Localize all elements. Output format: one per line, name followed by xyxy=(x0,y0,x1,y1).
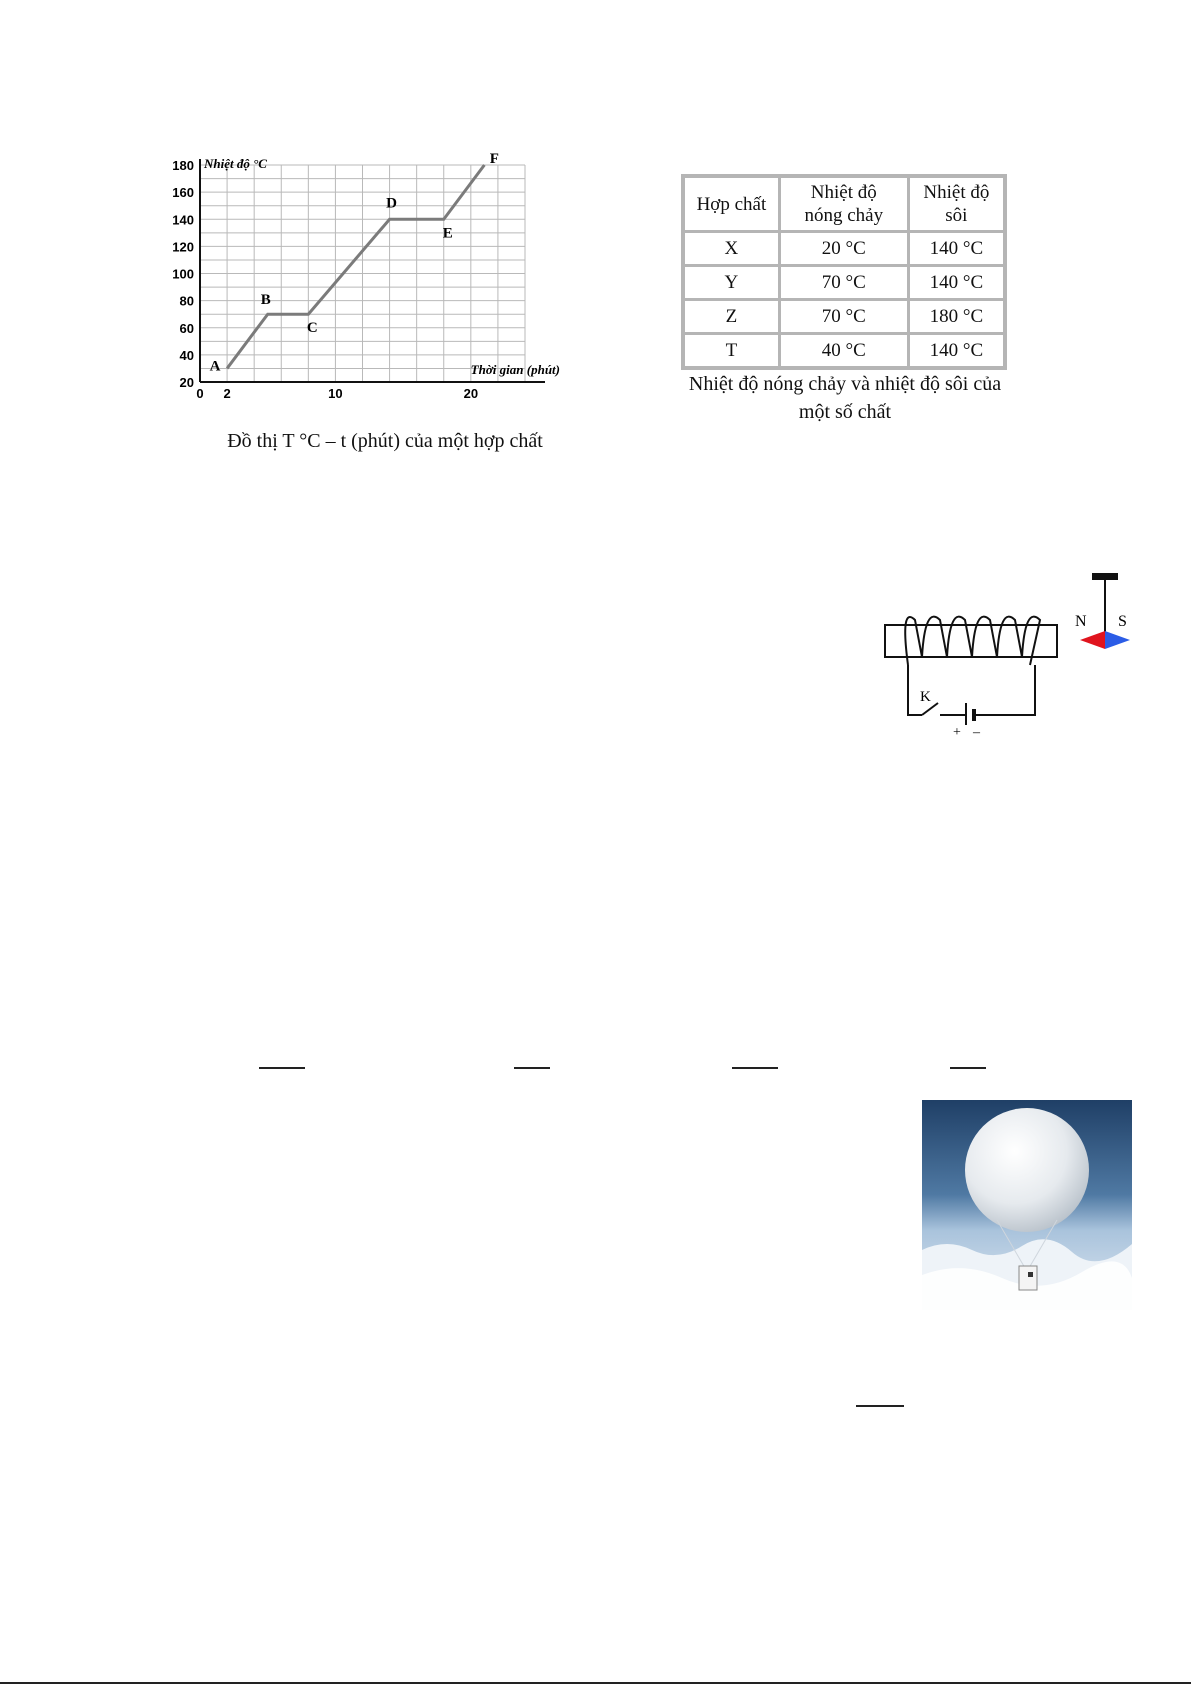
needle-south-half xyxy=(1105,631,1130,649)
table-row xyxy=(683,232,1005,266)
point-label: C xyxy=(306,320,318,337)
melting-cell: 70 °C xyxy=(779,266,908,300)
battery-minus-label: – xyxy=(973,725,980,740)
y-tick-label: 20 xyxy=(179,375,194,390)
compound-cell: X xyxy=(683,232,779,266)
boiling-cell: 140 °C xyxy=(908,334,1005,369)
point-label: B xyxy=(260,292,271,309)
point-label: F xyxy=(489,151,499,167)
y-tick-label: 40 xyxy=(179,347,194,363)
solenoid-diagram xyxy=(870,565,1140,740)
point-label: A xyxy=(209,358,221,375)
table-caption-line1: Nhiệt độ nóng chảy và nhiệt độ sôi của xyxy=(688,373,1002,395)
balloon-payload xyxy=(1019,1266,1037,1290)
table-header-compound: Hợp chất xyxy=(683,176,779,232)
boiling-header-text: Nhiệt độ sôi xyxy=(923,182,990,226)
compound-cell: Y xyxy=(683,266,779,300)
answer-blank xyxy=(514,1067,550,1069)
table-row xyxy=(683,300,1005,334)
table-caption xyxy=(660,370,1030,426)
table-header-boiling xyxy=(908,176,1005,232)
y-tick-label: 160 xyxy=(172,185,194,201)
melting-cell: 20 °C xyxy=(779,232,908,266)
answer-blank xyxy=(950,1067,986,1069)
needle-support xyxy=(1092,573,1118,580)
boiling-cell: 180 °C xyxy=(908,300,1005,334)
y-tick-label: 100 xyxy=(172,266,194,282)
battery-plus-label: + xyxy=(953,725,961,740)
circuit-wire xyxy=(974,665,1035,715)
series-line xyxy=(227,165,484,368)
melting-cell: 40 °C xyxy=(779,334,908,369)
point-label: D xyxy=(386,195,398,212)
north-label: N xyxy=(1075,613,1087,630)
boiling-cell: 140 °C xyxy=(908,266,1005,300)
y-tick-label: 80 xyxy=(179,293,194,309)
south-label: S xyxy=(1118,613,1127,630)
balloon-envelope xyxy=(965,1108,1089,1232)
page-footer-rule xyxy=(0,1682,1191,1684)
compound-cell: Z xyxy=(683,300,779,334)
x-tick-label: 0 xyxy=(196,386,204,401)
x-tick-label: 20 xyxy=(463,386,479,401)
melting-header-text: Nhiệt độ nóng chảy xyxy=(804,182,884,226)
chart-series xyxy=(227,165,484,368)
melting-cell: 70 °C xyxy=(779,300,908,334)
x-tick-label: 2 xyxy=(223,386,231,401)
answer-blank xyxy=(856,1405,904,1407)
answer-blank xyxy=(259,1067,305,1069)
y-tick-label: 120 xyxy=(172,239,194,255)
x-tick-label: 10 xyxy=(328,386,343,401)
needle-north-half xyxy=(1080,631,1105,649)
boiling-cell: 140 °C xyxy=(908,232,1005,266)
melting-boiling-table xyxy=(681,174,1007,370)
switch-label: K xyxy=(920,689,931,705)
x-axis-label: Thời gian (phút) xyxy=(470,362,560,377)
compound-cell: T xyxy=(683,334,779,369)
table-row xyxy=(683,266,1005,300)
y-axis-label: Nhiệt độ °C xyxy=(204,156,267,171)
chart-grid xyxy=(200,165,525,382)
table-header-melting xyxy=(779,176,908,232)
y-tick-label: 180 xyxy=(172,158,194,173)
y-tick-label: 140 xyxy=(172,212,194,228)
y-tick-label: 60 xyxy=(179,320,194,336)
stratospheric-balloon-photo xyxy=(922,1100,1132,1310)
table-row xyxy=(683,334,1005,369)
chart-caption: Đồ thị T °C – t (phút) của một hợp chất xyxy=(227,430,543,452)
answer-blank xyxy=(732,1067,778,1069)
table-header-row xyxy=(683,176,1005,232)
payload-detail xyxy=(1028,1272,1033,1277)
point-label: E xyxy=(442,225,453,242)
temperature-time-chart xyxy=(150,150,620,460)
table-caption-line2: một số chất xyxy=(798,401,892,423)
